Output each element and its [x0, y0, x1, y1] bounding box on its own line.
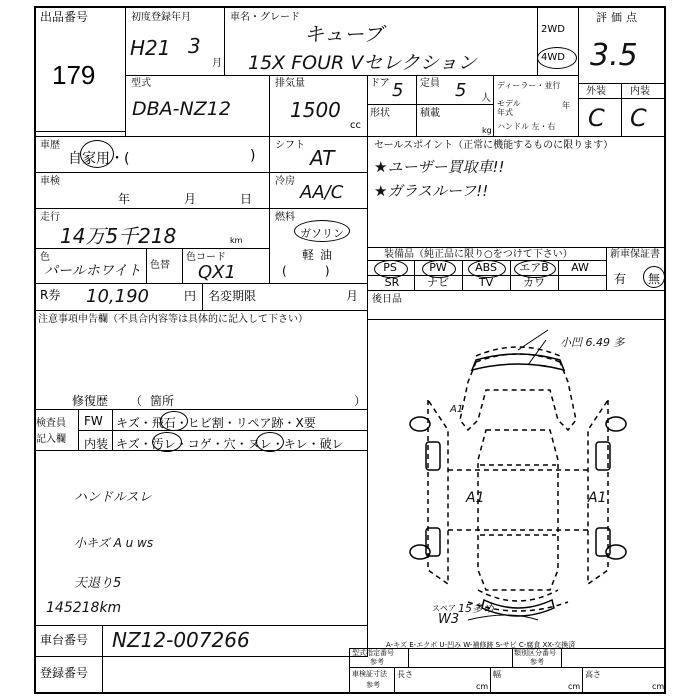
car-name-value: キューブ	[304, 22, 383, 46]
equip-ps: PS	[383, 261, 397, 274]
fw-items: キズ・飛石・ヒビ割・リペア跡・X要	[116, 416, 316, 430]
interior-check-label: 内装	[84, 437, 109, 451]
color-code-value: QX1	[198, 262, 236, 283]
length-unit: cm	[476, 682, 489, 691]
equip-v2	[462, 260, 463, 291]
recycle-row	[34, 283, 368, 311]
color-divider2	[182, 248, 183, 284]
car-name-label: 車名・グレード	[230, 12, 300, 23]
first-reg-year: H21	[130, 36, 171, 60]
chassis-label: 車台番号	[40, 633, 89, 647]
shift-line2	[269, 208, 368, 209]
class-no-value	[561, 648, 666, 668]
model-label: 型式	[131, 78, 151, 89]
history-value: 自家用・(	[68, 151, 130, 167]
repair-close: ）	[354, 394, 367, 408]
width-label: 幅	[493, 670, 501, 679]
equip-v3	[510, 260, 511, 291]
size-label: 車検証寸法	[352, 670, 387, 678]
drive-4wd: 4WD	[541, 52, 565, 63]
exterior-grade: C	[588, 104, 605, 132]
interior-grade: C	[630, 104, 647, 132]
ac-value: AA/C	[300, 182, 344, 203]
diagram-mark-a1-right: A1	[588, 490, 607, 506]
interior-wet-circle	[256, 432, 284, 452]
model-code: DBA-NZ12	[132, 98, 231, 120]
memo-line3: 天退り5	[74, 576, 122, 591]
equip-pw: PW	[429, 261, 447, 274]
lot-label: 出品番号	[40, 10, 89, 24]
warranty-no-circle	[643, 266, 665, 288]
notes-label: 注意事項申告欄（不具合内容等は具体的に記入して下さい）	[38, 314, 308, 325]
fw-stone-circle	[160, 411, 188, 431]
type-no-ref: 参考	[370, 658, 384, 666]
name-change-month: 月	[346, 289, 359, 303]
memo-line2: 小キズ A u ws	[74, 536, 154, 550]
drive-2wd: 2WD	[541, 24, 565, 35]
hist-line2	[34, 208, 270, 209]
equipment-label: 装備品（純正品に限り○をつけて下さい）	[384, 249, 573, 260]
score-label: 評価点	[596, 11, 641, 24]
capacity-unit: 人	[481, 93, 491, 104]
fuel-gas: ガソリン	[300, 227, 344, 240]
diagram-mark-bottom: 15多め	[458, 602, 494, 615]
displacement-label: 排気量	[275, 78, 305, 89]
entry-label: 記入欄	[36, 434, 66, 445]
interior-items: キズ・汚レ・コゲ・穴・ヌレ・キレ・破レ	[116, 437, 344, 451]
score-value: 3.5	[590, 38, 638, 73]
recycle-divider	[202, 283, 203, 311]
exterior-label: 外装	[586, 86, 606, 97]
fuel-diesel: 軽油	[302, 248, 339, 262]
equip-sr: SR	[384, 276, 400, 289]
size-v2	[490, 667, 491, 694]
size-v1	[394, 667, 395, 694]
equip-aw: AW	[571, 261, 589, 274]
fuel-paren: ( )	[282, 264, 330, 278]
history-circle	[80, 140, 114, 168]
fuel-label: 燃料	[275, 212, 295, 223]
doors-label: ドア	[370, 78, 390, 89]
name-change-label: 名変期限	[208, 289, 257, 303]
sales-line2: ★ガラスルーフ!!	[374, 182, 489, 200]
displacement-unit: cc	[350, 120, 361, 131]
displacement-value: 1500	[290, 98, 341, 122]
chassis-value: NZ12-007266	[112, 628, 250, 652]
capacity-value: 5	[455, 80, 467, 101]
shift-value: AT	[310, 146, 335, 170]
warranty-yes: 有	[614, 272, 627, 286]
class-no-ref: 参考	[530, 658, 544, 666]
memo-line1: ハンドルスレ	[74, 490, 152, 505]
equip-airbag: エアB	[519, 261, 549, 274]
doors-value: 5	[392, 80, 404, 101]
color-value: パールホワイト	[44, 263, 142, 279]
load-unit: kg	[482, 126, 492, 135]
recycle-label: R券	[40, 288, 61, 302]
shift-line1	[269, 172, 368, 173]
handle-label: ハンドル 左・右	[497, 122, 556, 131]
shift-label: シフト	[275, 140, 305, 151]
model-year-label: モデル年式	[497, 99, 521, 117]
reg-label: 登録番号	[40, 666, 89, 680]
equip-v1	[414, 260, 415, 291]
equip-navi: ナビ	[427, 276, 449, 289]
warranty-label: 新車保証書	[610, 249, 660, 260]
first-reg-label: 初度登録年月	[131, 12, 191, 23]
color-label: 色	[40, 252, 50, 263]
sales-label: セールスポイント（正常に機能するものに限ります）	[374, 140, 614, 151]
dealer-label: ディーラー・並行	[497, 81, 561, 90]
mileage-unit: km	[230, 236, 243, 245]
diagram-mark-a1-front: A1	[450, 404, 464, 415]
history-label: 車歴	[40, 140, 60, 151]
after-block	[367, 290, 666, 320]
equip-abs: ABS	[475, 261, 497, 274]
mileage-label: 走行	[40, 212, 60, 223]
repair-place: 箇所	[150, 394, 175, 408]
model-year-unit: 年	[562, 101, 570, 110]
shape-label: 形状	[370, 108, 390, 119]
color-divider	[146, 248, 147, 284]
size-ref: 参考	[366, 681, 380, 689]
first-reg-month: 3	[188, 34, 201, 58]
color-change-label: 色替	[150, 260, 170, 271]
warranty-no: 無	[648, 272, 661, 286]
repair-paren: （	[130, 394, 143, 408]
memo-line4: 145218km	[46, 600, 122, 616]
recycle-value: 10,190	[86, 286, 149, 307]
length-label: 長さ	[397, 670, 413, 679]
size-v3	[582, 667, 583, 694]
chassis-divider	[102, 625, 103, 657]
diagram-mark-a1-left: A1	[466, 490, 485, 506]
width-unit: cm	[568, 682, 581, 691]
history-close-paren: )	[250, 148, 256, 164]
recycle-yen: 円	[184, 289, 197, 303]
class-no-label: 類別区分番号	[514, 649, 556, 657]
diagram-spare: スペア	[432, 604, 456, 613]
after-label: 後日品	[372, 294, 402, 305]
hist-line1	[34, 172, 270, 173]
lot-number: 179	[52, 60, 96, 90]
sales-line1: ★ユーザー買取車!!	[374, 158, 505, 176]
car-diagram	[368, 320, 665, 630]
diagram-w3: W3	[438, 612, 460, 627]
height-label: 高さ	[585, 670, 601, 679]
inspection-month-unit: 月	[184, 192, 197, 206]
grade-hdivider	[578, 98, 666, 99]
diagram-note-top: 小凹 6.49 多	[560, 336, 625, 349]
ac-label: 冷房	[275, 176, 295, 187]
color-code-label: 色コード	[186, 252, 226, 263]
reg-divider	[102, 656, 103, 694]
mileage-value: 14万5千218	[60, 224, 177, 248]
inspection-label: 車検	[40, 176, 60, 187]
equip-leather: カワ	[523, 276, 545, 289]
grade-value: 15X FOUR Vセレクション	[248, 52, 477, 74]
type-no-value	[408, 648, 513, 668]
diagram-legend: A-キズ E-エクボ U-凹み W-補修跡 S-サビ C-腐食 XX-交換済	[386, 641, 576, 649]
capacity-label: 定員	[420, 78, 440, 89]
drive-4wd-circle	[537, 47, 577, 69]
inspection-day-unit: 日	[240, 192, 253, 206]
inspector-label: 検査員	[36, 418, 66, 429]
fuel-gas-circle	[294, 220, 350, 242]
fw-label: FW	[84, 414, 103, 428]
interior-label: 内装	[630, 86, 650, 97]
repair-label: 修復歴	[72, 394, 109, 408]
equip-tv: TV	[478, 276, 494, 289]
inspection-year-unit: 年	[118, 192, 131, 206]
first-reg-month-unit: 月	[212, 58, 222, 69]
load-label: 積載	[420, 108, 440, 119]
grade-divider	[621, 83, 622, 137]
height-unit: cm	[652, 682, 665, 691]
interior-dirt-circle	[152, 432, 182, 452]
equip-v4	[558, 260, 559, 291]
type-no-label: 型式指定番号	[352, 649, 394, 657]
